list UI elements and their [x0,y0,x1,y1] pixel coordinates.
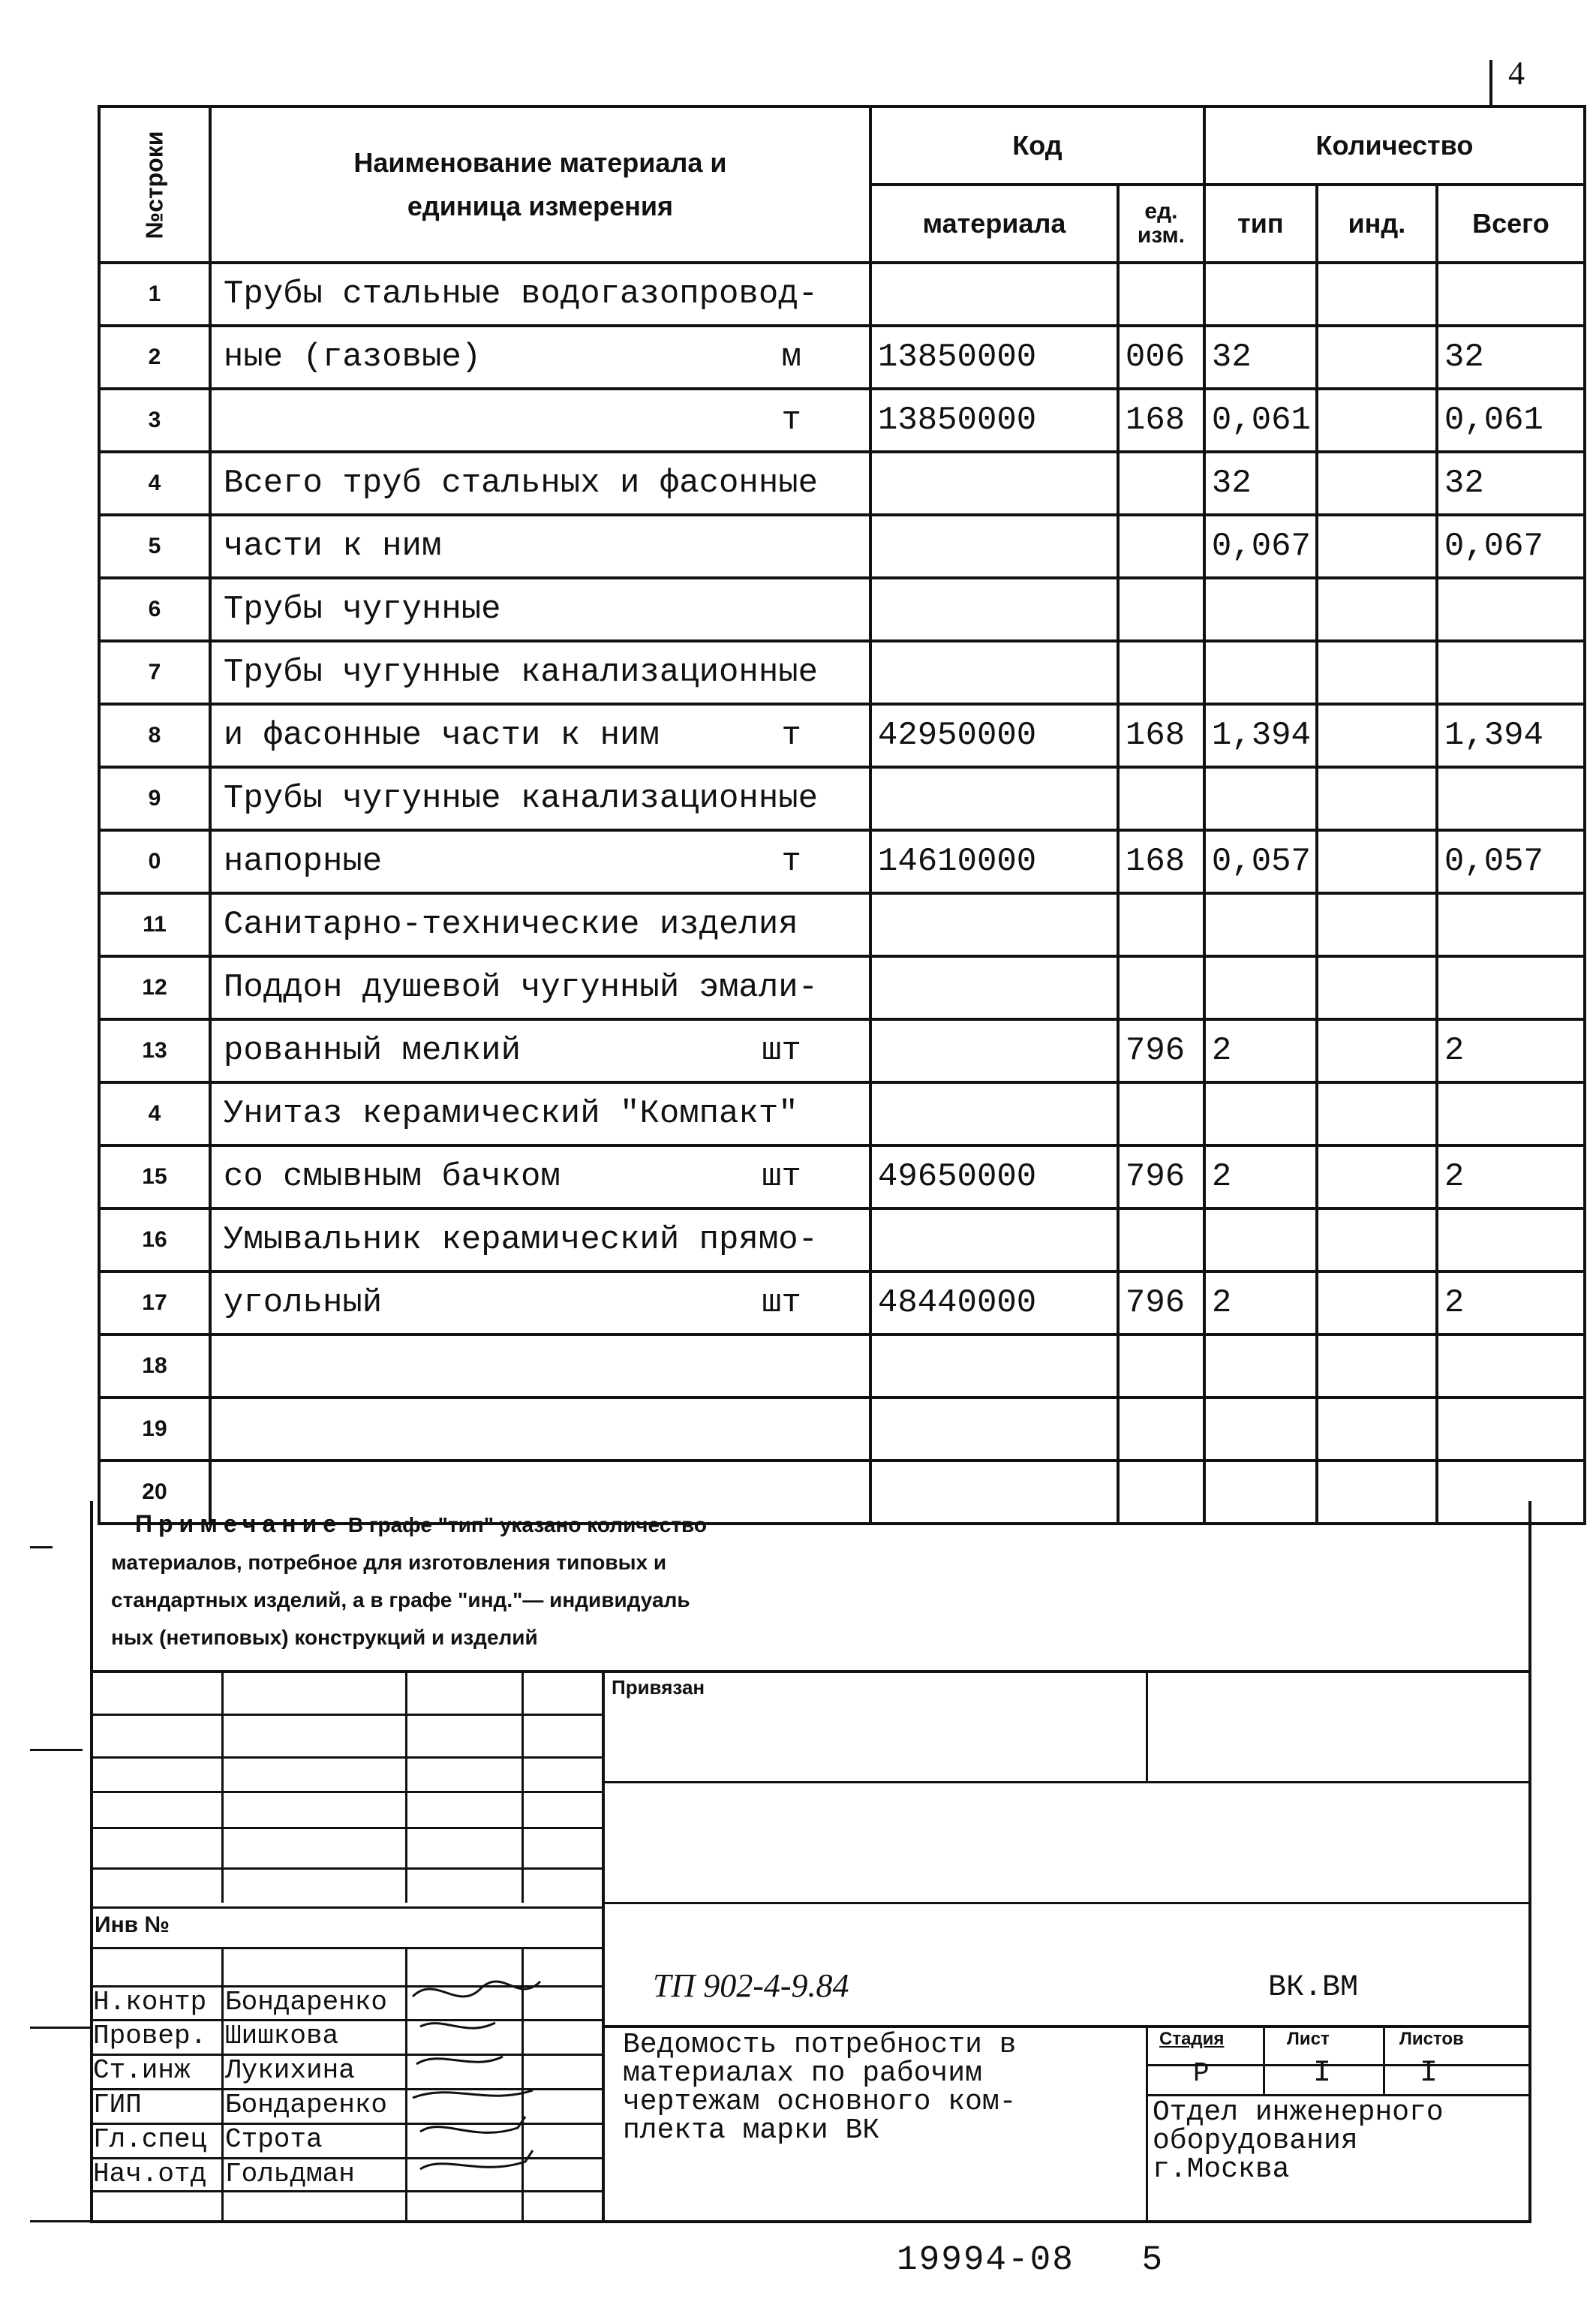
material-code [870,893,1118,956]
note-line-2: материалов, потребное для изготовления типовых и [111,1551,667,1574]
tb-grid-line [1263,2025,1265,2094]
qty-total [1437,956,1585,1019]
qty-type: 2 [1204,1019,1317,1082]
material-name: со смывным бачком [223,1158,561,1196]
material-name-cell [210,767,870,830]
material-name: ные (газовые) [223,339,482,376]
row-number: 6 [99,578,210,641]
tb-grid-line [90,1906,603,1909]
signature-name: Строта [225,2124,323,2155]
material-name-cell [210,1335,870,1398]
material-name: части к ним [223,528,442,565]
material-name-cell [210,1019,870,1082]
row-number: 13 [99,1019,210,1082]
sheets-value: I [1420,2057,1438,2090]
material-unit: т [781,843,801,880]
unit-code: 006 [1118,326,1204,389]
unit-code: 796 [1118,1271,1204,1335]
tb-grid-line [1146,1670,1148,1783]
privyazan-label: Привязан [612,1676,705,1699]
qty-total [1437,263,1585,326]
table-row [99,767,1585,830]
row-number: 16 [99,1208,210,1271]
stage-label: Стадия [1159,2029,1225,2049]
material-unit: шт [762,1158,801,1196]
doc-title-line-2: материалах по рабочим [623,2057,982,2090]
material-code [870,641,1118,704]
signature-5 [420,2117,525,2132]
qty-ind [1317,326,1437,389]
material-code: 13850000 [870,326,1118,389]
table-row [99,1019,1585,1082]
table-row [99,1271,1585,1335]
table-row [99,578,1585,641]
qty-ind [1317,263,1437,326]
material-code [870,1208,1118,1271]
note-line-4: ных (нетиповых) конструкций и изделий [111,1626,538,1649]
doc-title [623,2031,1017,2145]
qty-ind [1317,1019,1437,1082]
material-unit: т [781,717,801,754]
table-row [99,893,1585,956]
qty-total: 1,394 [1437,704,1585,767]
doc-title-line-1: Ведомость потребности в [623,2029,1017,2061]
qty-type: 32 [1204,326,1317,389]
org-line-2: оборудования [1153,2125,1358,2157]
qty-type: 2 [1204,1271,1317,1335]
table-row [99,1082,1585,1145]
qty-type: 0,061 [1204,389,1317,452]
qty-total: 32 [1437,452,1585,515]
material-code: 13850000 [870,389,1118,452]
page-number-bar [1489,60,1492,105]
signature-role: Провер. [93,2021,207,2051]
tb-grid-line [603,2025,1530,2028]
qty-type [1204,1461,1317,1524]
qty-ind [1317,704,1437,767]
unit-code [1118,515,1204,578]
unit-code: 796 [1118,1145,1204,1208]
doc-title-line-3: чертежам основного ком- [623,2086,1017,2118]
qty-type: 2 [1204,1145,1317,1208]
qty-total [1437,1208,1585,1271]
material-code: 42950000 [870,704,1118,767]
material-name-cell [210,578,870,641]
tb-grid-line [602,1670,605,2222]
material-code-header: материала [870,185,1118,263]
footer-code [897,2240,1164,2279]
qty-ind [1317,389,1437,452]
qty-ind [1317,1398,1437,1461]
material-name-cell [210,1208,870,1271]
qty-type [1204,767,1317,830]
tb-grid-line [90,1756,603,1759]
signature-role: ГИП [93,2090,142,2120]
qty-ind [1317,515,1437,578]
qty-total [1437,893,1585,956]
table-row [99,956,1585,1019]
row-number: 3 [99,389,210,452]
unit-code: 168 [1118,704,1204,767]
qty-type [1204,578,1317,641]
row-number: 9 [99,767,210,830]
tb-grid-line [90,1827,603,1829]
tb-grid-line [1146,2025,1148,2222]
material-name: угольный [223,1284,383,1322]
qty-ind [1317,1145,1437,1208]
doc-mark: ВК.ВМ [1268,1971,1359,2005]
unit-code [1118,1398,1204,1461]
note-line-1: В графе "тип" указано количество [347,1513,707,1536]
qty-total: 2 [1437,1145,1585,1208]
row-number: 7 [99,641,210,704]
note-lead: Примечание [135,1510,343,1537]
unit-code: 168 [1118,830,1204,893]
tb-grid-line [603,1781,1530,1783]
total-header: Всего [1437,185,1585,263]
table-row [99,452,1585,515]
material-name: Унитаз керамический "Компакт" [223,1095,798,1133]
qty-type [1204,956,1317,1019]
signature-role: Ст.инж [93,2055,191,2086]
table-row [99,1398,1585,1461]
qty-total: 0,061 [1437,389,1585,452]
material-name-cell [210,326,870,389]
material-name-cell [210,893,870,956]
qty-total [1437,1082,1585,1145]
table-row [99,1335,1585,1398]
table-row [99,830,1585,893]
footer-code-text: 19994-08 [897,2240,1075,2279]
qty-type [1204,1208,1317,1271]
tb-right-border [1528,1501,1531,2222]
table-row [99,704,1585,767]
row-number: 4 [99,1082,210,1145]
signatures-image [405,1944,555,2222]
unit-code [1118,1461,1204,1524]
row-number: 11 [99,893,210,956]
material-name-cell [210,1271,870,1335]
material-name-cell [210,704,870,767]
table-row [99,1145,1585,1208]
margin-tick [30,1546,53,1548]
tb-bottom-border [90,2220,1531,2223]
unit-code: 796 [1118,1019,1204,1082]
footer-page: 5 [1141,2240,1165,2279]
material-name: Всего труб стальных и фасонные [223,465,819,502]
sheet-label: Лист [1287,2029,1330,2049]
table-row [99,389,1585,452]
type-header: тип [1204,185,1317,263]
row-number: 2 [99,326,210,389]
qty-ind [1317,1461,1437,1524]
qty-type [1204,1335,1317,1398]
material-name: Трубы стальные водогазопровод- [223,275,819,313]
material-name-cell [210,515,870,578]
margin-tick [30,2027,90,2029]
materials-table [98,105,1586,1525]
signature-name: Гольдман [225,2159,355,2189]
unit-code [1118,956,1204,1019]
material-code: 48440000 [870,1271,1118,1335]
quantity-header: Количество [1204,107,1585,185]
material-name: Трубы чугунные канализационные [223,780,819,817]
qty-total [1437,1335,1585,1398]
ind-header: инд. [1317,185,1437,263]
qty-total [1437,641,1585,704]
signature-name: Бондаренко [225,2090,388,2120]
inv-no-label: Инв № [95,1912,170,1937]
code-header: Код [870,107,1204,185]
material-code [870,578,1118,641]
material-name-cell [210,1082,870,1145]
row-number: 12 [99,956,210,1019]
page-number: 4 [1508,55,1525,92]
material-unit: м [781,339,801,376]
tb-grid-line [90,1714,603,1716]
unit-code [1118,1208,1204,1271]
material-name-cell [210,452,870,515]
material-unit: шт [762,1032,801,1070]
tb-top-line [90,1670,1531,1673]
qty-type: 1,394 [1204,704,1317,767]
material-name: Поддон душевой чугунный эмали- [223,969,819,1007]
tb-grid-line [221,1947,224,2221]
unit-code [1118,641,1204,704]
unit-code [1118,767,1204,830]
tb-grid-line [1383,2025,1385,2094]
qty-total: 2 [1437,1019,1585,1082]
unit-code [1118,1082,1204,1145]
row-number: 5 [99,515,210,578]
material-name-cell [210,830,870,893]
material-name: напорные [223,843,383,880]
material-code [870,263,1118,326]
row-number: 18 [99,1335,210,1398]
signature-name: Лукихина [225,2055,355,2086]
note-line-3: стандартных изделий, а в графе "инд."— индивидуаль [111,1588,690,1611]
unit-code [1118,263,1204,326]
sheet-value: I [1313,2057,1332,2090]
unit-code: 168 [1118,389,1204,452]
signature-name: Шишкова [225,2021,339,2051]
qty-total [1437,578,1585,641]
unit-code [1118,578,1204,641]
qty-ind [1317,830,1437,893]
note [111,1505,936,1657]
organization [1153,2096,1444,2186]
qty-type: 0,067 [1204,515,1317,578]
material-name: рованный мелкий [223,1032,521,1070]
material-code [870,1019,1118,1082]
row-number: 15 [99,1145,210,1208]
unit-code [1118,452,1204,515]
qty-total: 32 [1437,326,1585,389]
qty-total [1437,767,1585,830]
signature-role: Гл.спец [93,2124,207,2155]
qty-type [1204,1398,1317,1461]
qty-ind [1317,578,1437,641]
signature-role: Нач.отд [93,2159,207,2189]
qty-type [1204,263,1317,326]
qty-ind [1317,1335,1437,1398]
qty-ind [1317,1082,1437,1145]
margin-tick [30,2220,90,2222]
row-number: 19 [99,1398,210,1461]
row-number-header-label: №строки [140,131,168,239]
qty-total [1437,1461,1585,1524]
material-code [870,1335,1118,1398]
qty-ind [1317,893,1437,956]
sheets-label: Листов [1399,2029,1464,2049]
signature-3 [416,2057,503,2064]
material-code [870,956,1118,1019]
table-row [99,515,1585,578]
material-code: 14610000 [870,830,1118,893]
table-row [99,641,1585,704]
material-unit: т [781,402,801,439]
material-code [870,515,1118,578]
tb-grid-line [603,1902,1530,1904]
unit-code [1118,1335,1204,1398]
material-code [870,452,1118,515]
material-name-cell [210,389,870,452]
material-name-cell [210,1398,870,1461]
qty-total: 2 [1437,1271,1585,1335]
qty-type: 0,057 [1204,830,1317,893]
material-name-cell [210,956,870,1019]
signature-4 [413,2090,533,2098]
tb-grid-line [221,1670,224,1903]
material-unit: шт [762,1284,801,1322]
table-row [99,263,1585,326]
signature-1 [413,1982,540,1997]
qty-ind [1317,1271,1437,1335]
material-name: Умывальник керамический прямо- [223,1221,819,1259]
org-line-1: Отдел инженерного [1153,2096,1444,2129]
margin-tick [30,1749,83,1751]
qty-type: 32 [1204,452,1317,515]
doc-title-line-4: плекта марки ВК [623,2114,880,2147]
org-line-3: г.Москва [1153,2153,1290,2186]
qty-ind [1317,1208,1437,1271]
row-number: 17 [99,1271,210,1335]
qty-total: 0,067 [1437,515,1585,578]
material-code: 49650000 [870,1145,1118,1208]
material-code [870,1398,1118,1461]
name-header: Наименование материала и единица измерения [210,107,870,263]
material-name-cell [210,1145,870,1208]
material-code [870,1082,1118,1145]
material-name-cell [210,641,870,704]
table-row [99,326,1585,389]
qty-ind [1317,452,1437,515]
material-name: Санитарно-технические изделия [223,906,798,943]
tb-grid-line [521,1670,524,1903]
qty-ind [1317,641,1437,704]
material-code [870,767,1118,830]
doc-code: ТП 902-4-9.84 [653,1967,849,2004]
qty-ind [1317,956,1437,1019]
row-number: 20 [99,1461,210,1524]
tb-grid-line [90,1867,603,1870]
qty-type [1204,641,1317,704]
material-name: Трубы чугунные канализационные [223,654,819,691]
material-name-cell [210,263,870,326]
row-number-header [99,107,210,263]
signature-name: Бондаренко [225,1987,388,2018]
stage-value: Р [1193,2058,1210,2089]
row-number: 1 [99,263,210,326]
row-number: 4 [99,452,210,515]
row-number: 0 [99,830,210,893]
qty-total [1437,1398,1585,1461]
qty-type [1204,893,1317,956]
unit-header: ед. изм. [1118,185,1204,263]
qty-type [1204,1082,1317,1145]
qty-ind [1317,767,1437,830]
material-name: Трубы чугунные [223,591,501,628]
row-number: 8 [99,704,210,767]
signature-2 [420,2023,495,2028]
tb-grid-line [405,1670,407,1903]
signature-role: Н.контр [93,1987,207,2018]
material-name: и фасонные части к ним [223,717,660,754]
table-row [99,1208,1585,1271]
tb-grid-line [90,1791,603,1793]
unit-code [1118,893,1204,956]
qty-total: 0,057 [1437,830,1585,893]
signature-6 [420,2150,533,2169]
